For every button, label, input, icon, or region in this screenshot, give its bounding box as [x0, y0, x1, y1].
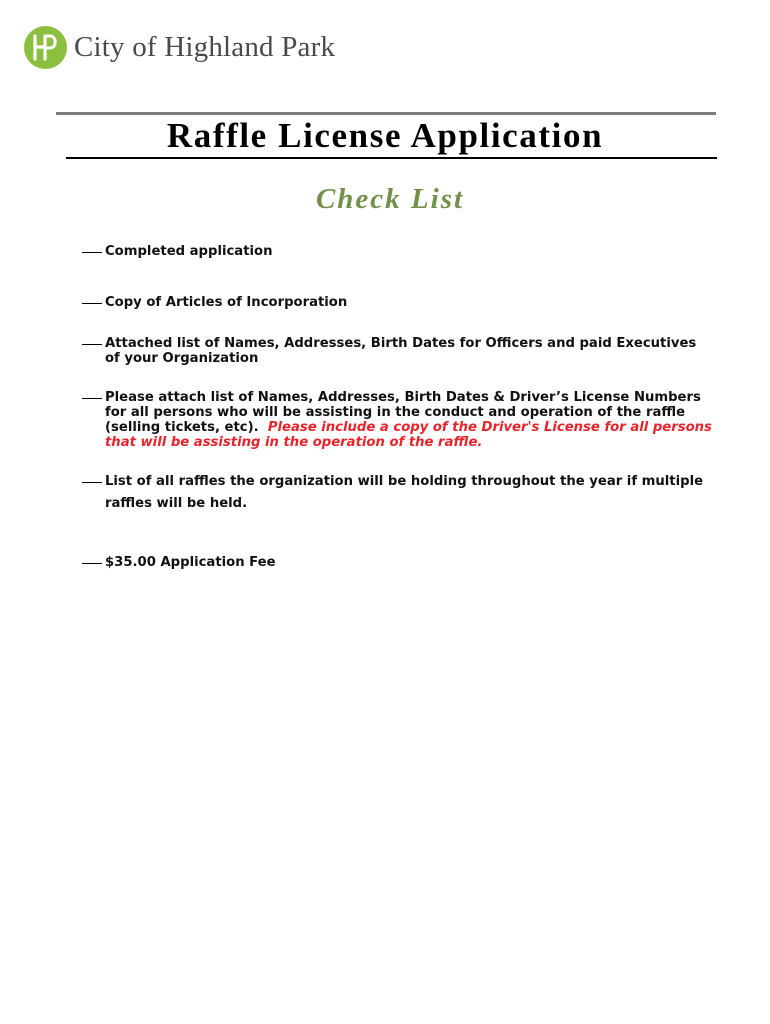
- city-logo-icon: [24, 26, 67, 69]
- org-name: City of Highland Park: [74, 31, 336, 63]
- checklist-item-text: Attached list of Names, Addresses, Birth Dates for Officers and paid Executives of your Organization: [105, 336, 697, 366]
- checklist-item-text: List of all raffles the organization will be holding throughout the year if multiple raffles will be held.: [105, 474, 704, 511]
- checkbox-line[interactable]: [82, 563, 102, 564]
- page-header: [24, 26, 335, 69]
- page-title: Raffle License Application: [166, 116, 604, 155]
- checklist-item-main: Please attach list of Names, Addresses, Birth Dates & Driver’s License Numbers for all persons who will be assisting in the conduct and operation of the raffle (selling tickets, etc).: [105, 390, 701, 435]
- checklist-item-text: [105, 390, 712, 450]
- checkbox-line[interactable]: [82, 303, 102, 304]
- checklist-item: [82, 390, 712, 450]
- checkbox-line[interactable]: [82, 252, 102, 253]
- checklist-item-text: $35.00 Application Fee: [105, 555, 276, 570]
- checklist-item: [82, 295, 712, 310]
- checklist-heading: Check List: [315, 183, 465, 215]
- drivers-license-note: Please include a copy of the Driver's License for all persons that will be assisting in the operation of the raffle.: [105, 420, 712, 450]
- checklist-item-text: Completed application: [105, 244, 273, 259]
- checkbox-line[interactable]: [82, 482, 102, 483]
- checkbox-line[interactable]: [82, 344, 102, 345]
- checklist-item: [82, 336, 712, 366]
- checkbox-line[interactable]: [82, 398, 102, 399]
- checklist-item: [82, 471, 712, 515]
- checklist-item: [82, 244, 712, 259]
- checklist-item: [82, 555, 712, 570]
- checklist-item-text: Copy of Articles of Incorporation: [105, 295, 348, 310]
- title-underline: [66, 157, 717, 159]
